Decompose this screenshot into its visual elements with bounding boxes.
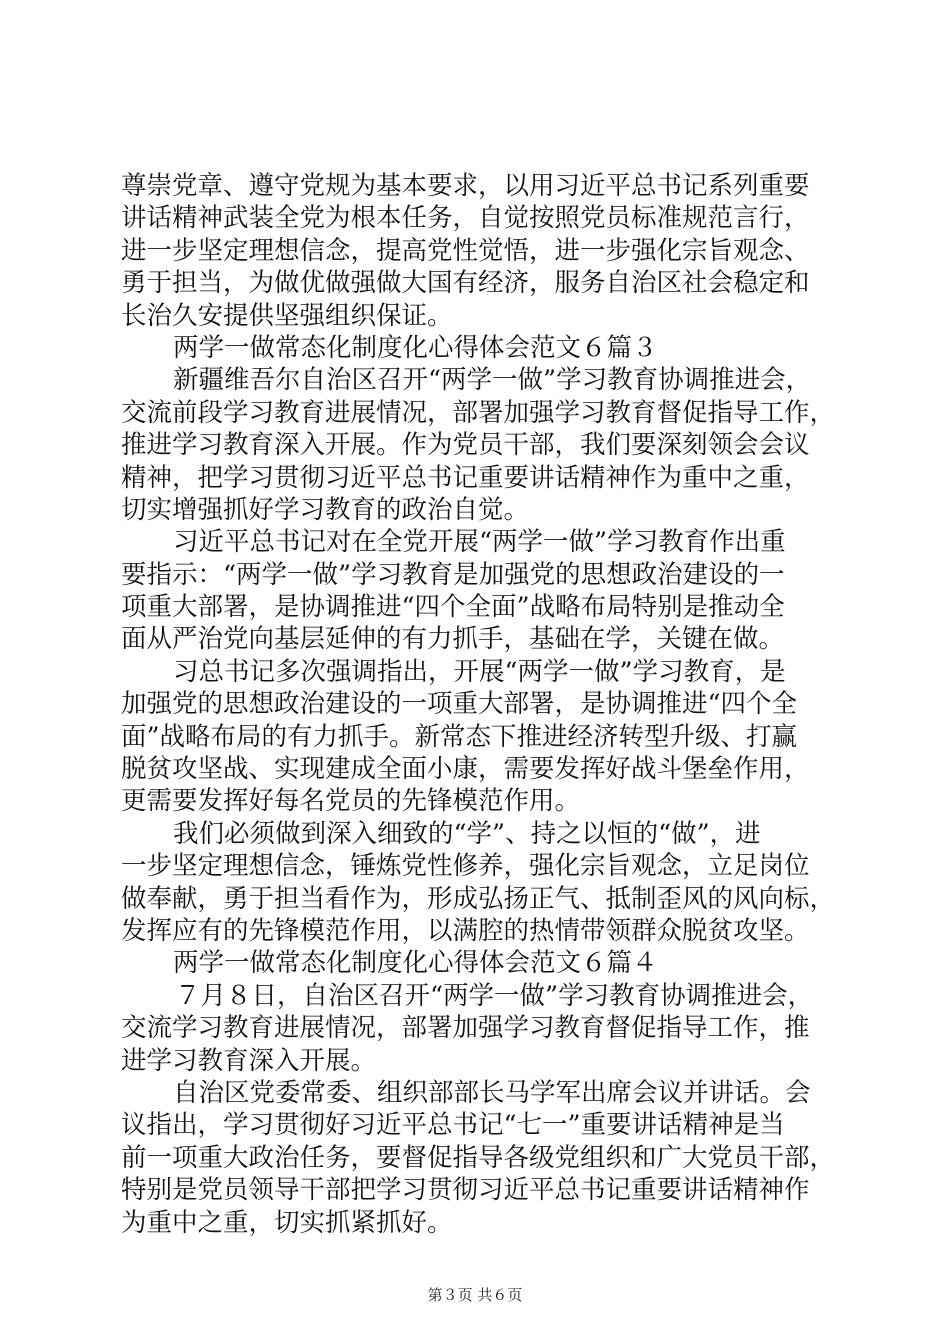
text-line: 一步坚定理想信念，锤炼党性修养，强化宗旨观念，立足岗位 xyxy=(121,851,810,882)
text-line: 勇于担当，为做优做强做大国有经济，服务自治区社会稳定和 xyxy=(121,268,810,299)
text-line: 更需要发挥好每名党员的先锋模范作用。 xyxy=(121,786,581,817)
text-line: 发挥应有的先锋模范作用，以满腔的热情带领群众脱贫攻坚。 xyxy=(121,915,810,946)
text-line: 交流前段学习教育进展情况，部署加强学习教育督促指导工作， xyxy=(121,397,836,428)
text-line: 习近平总书记对在全党开展“两学一做”学习教育作出重 xyxy=(173,527,786,558)
text-line: 做奉献，勇于担当看作为，形成弘扬正气、抵制歪风的风向标， xyxy=(121,883,836,914)
document-body xyxy=(121,170,841,1239)
text-line: 进学习教育深入开展。 xyxy=(121,1045,377,1076)
text-line: 项重大部署，是协调推进“四个全面”战略布局特别是推动全 xyxy=(121,592,785,623)
text-line: ７月８日，自治区召开“两学一做”学习教育协调推进会， xyxy=(175,980,814,1011)
text-line: 推进学习教育深入开展。作为党员干部，我们要深刻领会会议 xyxy=(121,430,810,461)
text-line: 议指出，学习贯彻好习近平总书记“七一”重要讲话精神是当 xyxy=(121,1110,785,1141)
text-line: 面从严治党向基层延伸的有力抓手，基础在学，关键在做。 xyxy=(121,624,785,655)
page-number-footer: 第３页 共６页 xyxy=(427,1286,523,1304)
text-line: 习总书记多次强调指出，开展“两学一做”学习教育，是 xyxy=(173,656,786,687)
text-line: 精神，把学习贯彻习近平总书记重要讲话精神作为重中之重， xyxy=(121,462,810,493)
text-line: 面”战略布局的有力抓手。新常态下推进经济转型升级、打赢 xyxy=(121,721,798,752)
text-line: 前一项重大政治任务，要督促指导各级党组织和广大党员干部， xyxy=(121,1142,836,1173)
text-line: 加强党的思想政治建设的一项重大部署，是协调推进“四个全 xyxy=(121,689,798,720)
text-line: 脱贫攻坚战、实现建成全面小康，需要发挥好战斗堡垒作用， xyxy=(121,754,810,785)
text-line: 我们必须做到深入细致的“学”、持之以恒的“做”，进 xyxy=(173,818,761,849)
text-line: 要指示：“两学一做”学习教育是加强党的思想政治建设的一 xyxy=(121,559,785,590)
text-line: 自治区党委常委、组织部部长马学军出席会议并讲话。会 xyxy=(173,1077,811,1108)
text-line: 交流学习教育进展情况，部署加强学习教育督促指导工作，推 xyxy=(121,1013,810,1044)
text-line: 长治久安提供坚强组织保证。 xyxy=(121,300,453,331)
text-line: 尊崇党章、遵守党规为基本要求，以用习近平总书记系列重要 xyxy=(121,171,810,201)
text-line: 新疆维吾尔自治区召开“两学一做”学习教育协调推进会， xyxy=(173,365,812,396)
text-line: 为重中之重，切实抓紧抓好。 xyxy=(121,1207,453,1238)
text-line: 两学一做常态化制度化心得体会范文６篇３ xyxy=(173,332,658,363)
text-line: 特别是党员领导干部把学习贯彻习近平总书记重要讲话精神作 xyxy=(121,1175,810,1206)
text-line: 进一步坚定理想信念，提高党性觉悟，进一步强化宗旨观念、 xyxy=(121,235,810,266)
text-line: 切实增强抓好学习教育的政治自觉。 xyxy=(121,494,530,525)
text-line: 两学一做常态化制度化心得体会范文６篇４ xyxy=(173,948,658,979)
text-line: 讲话精神武装全党为根本任务，自觉按照党员标准规范言行， xyxy=(121,203,810,234)
